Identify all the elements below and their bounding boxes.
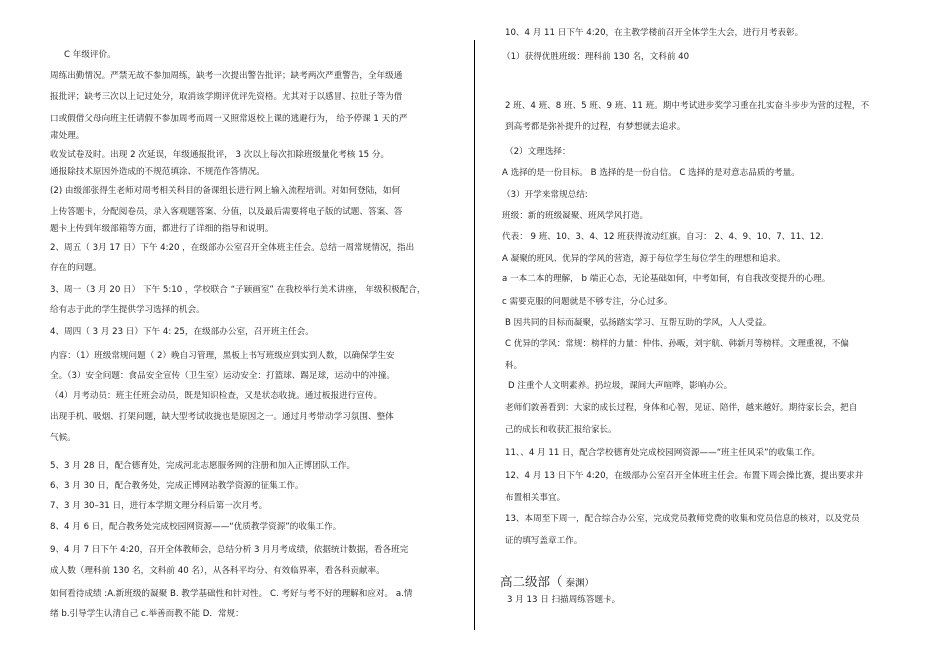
right-text-line: c 需要克服的问题就是不够专注，分心过多。	[502, 297, 673, 307]
left-text-line: 2、周五（ 3月 17 日）下午 4:20 ，在级部办公室召开全体班主任会。总结一周常规情况，指出	[50, 243, 415, 253]
left-text-line: 上传答题卡，分配阅卷员，录入客观题答案、分值，以及最后需要将电子版的试题、答案、答	[50, 207, 403, 217]
left-text-line: C 年级评价。	[64, 50, 116, 60]
right-text-line: 己的成长和收获汇报给家长。	[505, 425, 617, 435]
right-text-line: 证的填写盖章工作。	[505, 536, 583, 546]
left-text-line: 给有志于此的学生提供学习选择的机会。	[50, 305, 205, 315]
left-text-line: (2) 由级部张得生老师对周考相关科目的备课组长进行网上输入流程培训。对如何登陆，如何	[50, 186, 401, 196]
right-text-line: 11、、4 月 11 日，配合学校德育处完成校园网资源——“班主任风采”的收集工作。	[505, 448, 821, 458]
right-text-line: A 选择的是一份目标。 B 选择的是一份自信。 C 选择的是对意志品质的考量。	[502, 168, 800, 178]
right-text-line: 12、4 月 13 日下午 4:20，在级部办公室召开全体班主任会。布置下周会操比赛，提出要求并	[505, 471, 864, 481]
section-title: 高二级部（	[500, 574, 563, 589]
left-text-line: 报批评；缺考三次以上记过处分，取消该学期评优评先资格。尤其对于以感冒、拉肚子等为借	[50, 92, 403, 102]
left-text-line: （4）月考动员：班主任班会动员，既是知识检查，又是状态收拢。通过板报进行宣传。	[50, 391, 383, 401]
section-author: 秦渊）	[562, 578, 595, 589]
right-text-line: 老师们敦善看到：大家的成长过程，身体和心智，见证、陪伴，越来越好。期待家长会，把自	[505, 403, 858, 413]
left-text-line: 绪 b.引导学生认清自己 c.举善而教不能 D．常规：	[50, 609, 244, 619]
left-text-line: 周练出勤情况。严禁无故不参加周练，缺考一次提出警告批评；缺考两次严重警告，全年级通	[50, 71, 403, 81]
right-text-line: 13、本周至下周一，配合综合办公室，完成党员教师党费的收集和党员信息的核对，以及党员	[505, 514, 860, 524]
column-divider	[474, 40, 475, 630]
right-text-line: 到高考都是弥补提升的过程，有梦想就去追求。	[505, 122, 686, 132]
left-text-line: 8、4 月 6 日，配合教务处完成校园网资源——“优质教学资源”的收集工作。	[50, 522, 342, 532]
left-text-line: 成人数（理科前 130 名，文科前 40 名），从各科平均分、有效临界率，看各科贡献率。	[50, 566, 385, 576]
right-text-line: （1）获得优胜班级：理科前 130 名，文科前 40	[502, 52, 690, 62]
right-text-line: 科。	[505, 361, 523, 371]
left-text-line: 收发试卷及时。出现 2 次延误，年级通报批评， 3 次以上每次扣除班级量化考核 15 分。	[50, 150, 390, 160]
left-text-line: 口或假借父母向班主任请假不参加周考而周一又照常返校上课的逃避行为， 给予停课 1 天的严	[50, 114, 408, 124]
section-heading	[500, 574, 594, 591]
right-text-line: B 因共同的目标而凝聚，弘扬踏实学习、互帮互助的学风，人人受益。	[505, 318, 772, 328]
left-text-line: 3、周一（3 月 20 日） 下午 5:10 ，学校联合 “子颖画室” 在我校举行美术讲座， 年级积极配合，	[50, 285, 426, 295]
right-text-line: 布置相关事宜。	[505, 493, 566, 503]
left-text-line: 通报除技术原因外造成的不规范填涂、不规范作答情况。	[50, 167, 265, 177]
right-text-line: （2）文理选择：	[505, 147, 571, 157]
right-text-line: A 凝聚的班风、优异的学风的营造，源于每位学生每位学生的理想和追求。	[502, 254, 786, 264]
right-text-line: 代表： 9 班、10、3、4、12 班获得流动红旗。自习： 2、4、9、10、7、11、12.	[502, 232, 824, 242]
left-text-line: 内容：（1）班级常规问题（ 2）晚自习管理，黑板上书写班级应到实到人数，以确保学生安	[50, 351, 395, 361]
right-text-line: a 一本二本的理解， b 端正心态，无论基础如何，中考如何，有自我改变提升的心理。	[502, 274, 831, 284]
left-text-line: 如何看待成绩 :A.新班级的凝聚 B. 教学基础性和针对性。 C. 考好与考不好的理解和应对。 a.情	[50, 589, 413, 599]
right-text-line: C 优异的学风：常规：榜样的力量：仲伟、孙畈，刘宇航、韩新月等榜样。文理重视，不偏	[505, 339, 849, 349]
right-text-line: （3）开学来常规总结:	[502, 190, 588, 200]
right-text-line: 2 班、4 班、8 班、5 班、9 班、11 班。期中考试进步奖学习重在扎实奋斗步步为营的过程，不	[505, 101, 870, 111]
left-text-line: 存在的问题。	[50, 263, 102, 273]
left-text-line: 9、4 月 7 日下午 4:20，召开全体教师会，总结分析 3 月月考成绩，依据统计数据，看各班完	[50, 545, 409, 555]
right-text-line: D 注重个人文明素养。扔垃圾，课间大声喧哗，影响办公。	[508, 381, 733, 391]
left-text-line: 7、3 月 30–31 日，进行本学期文理分科后第一次月考。	[50, 501, 268, 511]
left-text-line: 出现手机、吸烟、打架问题，缺大型考试收拢也是原因之一。通过月考带动学习氛围、整体	[50, 412, 394, 422]
left-text-line: 肃处理。	[50, 131, 85, 141]
right-text-line: 10、4 月 11 日下午 4:20，在主教学楼前召开全体学生大会，进行月考表彰。	[505, 28, 804, 38]
left-text-line: 4、周四（ 3 月 23 日）下午 4: 25，在级部办公室，召开班主任会。	[50, 327, 314, 337]
section-first-line: 3 月 13 日 扫描周练答题卡。	[507, 595, 621, 605]
left-text-line: 气候。	[50, 433, 76, 443]
left-text-line: 题卡上传到年级部箱等方面，都进行了详细的指导和说明。	[50, 224, 274, 234]
left-text-line: 6、3 月 30 日，配合教务处，完成正博网站教学资源的征集工作。	[50, 481, 304, 491]
left-text-line: 全。（3）安全问题：食品安全宣传（卫生室）运动安全：打篮球、踢足球，运动中的冲撞。	[50, 371, 395, 381]
right-text-line: 班级：新的班级凝聚、班风学风打造。	[502, 211, 649, 221]
left-text-line: 5、3 月 28 日，配合德育处，完成河北志愿服务网的注册和加入正博团队工作。	[50, 461, 356, 471]
